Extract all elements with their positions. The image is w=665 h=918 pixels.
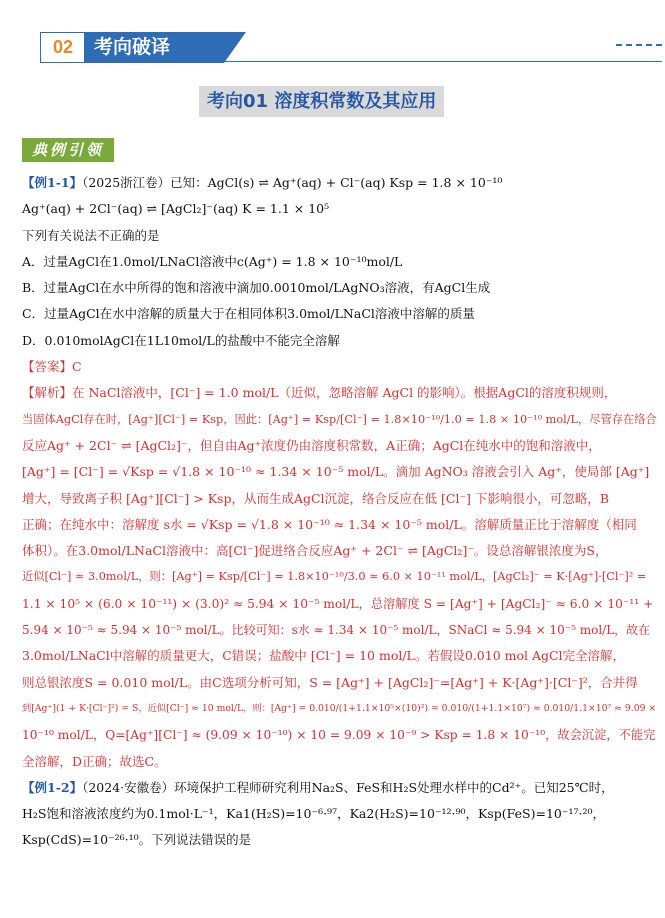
example1-intro	[22, 170, 658, 196]
analysis-line: 1.1 × 10⁵ × (6.0 × 10⁻¹¹) × (3.0)² ≈ 5.94 × 10⁻⁵ mol/L，总溶解度 S = [Ag⁺] + [AgCl₂]⁻ ≈ 6.0 × 10⁻¹¹ +	[22, 596, 654, 611]
analysis-line: 当固体AgCl存在时，[Ag⁺][Cl⁻] = Ksp，因此：[Ag⁺] = Ksp/[Cl⁻] = 1.8×10⁻¹⁰/1.0 = 1.8 × 10⁻¹⁰ mol/L，尽管存在络合	[22, 412, 657, 426]
section-title: 考向01 溶度积常数及其应用	[199, 86, 444, 117]
example2-line2: H₂S饱和溶液浓度约为0.1mol·L⁻¹，Ka1(H₂S)=10⁻⁶·⁹⁷，Ka2(H₂S)=10⁻¹²·⁹⁰，Ksp(FeS)=10⁻¹⁷·²⁰，	[22, 806, 605, 822]
analysis-line: 反应Ag⁺ + 2Cl⁻ ⇌ [AgCl₂]⁻，但自由Ag⁺浓度仍由溶度积常数，A正确；AgCl在纯水中的饱和溶液中，	[22, 437, 601, 453]
example1-question: 下列有关说法不正确的是	[22, 227, 160, 243]
option-d: D．0.010molAgCl在1L10mol/L的盐酸中不能完全溶解	[22, 332, 340, 348]
analysis-line: 近似[Cl⁻] ≈ 3.0mol/L，则：[Ag⁺] = Ksp/[Cl⁻] = 1.8×10⁻¹⁰/3.0 ≈ 6.0 × 10⁻¹¹ mol/L，[AgCl₂]⁻ = K·[Ag⁺]·[Cl⁻]² =	[22, 570, 647, 584]
example2-line1: （2024·安徽卷）环境保护工程师研究利用Na₂S、FeS和H₂S处理水样中的Cd²⁺。已知25℃时，	[82, 779, 614, 795]
example1-eq2: Ag⁺(aq) + 2Cl⁻(aq) ⇌ [AgCl₂]⁻(aq) K = 1.1 × 10⁵	[22, 201, 330, 217]
option-b: B．过量AgCl在水中所得的饱和溶液中滴加0.0010mol/LAgNO₃溶液，有AgCl生成	[22, 280, 491, 296]
document-body	[22, 170, 658, 854]
analysis-line: 【解析】在 NaCl溶液中，[Cl⁻] = 1.0 mol/L（近似，忽略溶解 AgCl 的影响）。根据AgCl的溶度积规则，	[22, 385, 617, 401]
header-title: 考向破译	[84, 32, 224, 63]
answer-value: C	[72, 359, 82, 375]
analysis-line: 5.94 × 10⁻⁵ ≈ 5.94 × 10⁻⁵ mol/L。比较可知：s水 ≈ 1.34 × 10⁻⁵ mol/L，SNaCl ≈ 5.94 × 10⁻⁵ mol/L，故在	[22, 623, 651, 638]
analysis-line: [Ag⁺] = [Cl⁻] = √Ksp = √1.8 × 10⁻¹⁰ ≈ 1.34 × 10⁻⁵ mol/L。滴加 AgNO₃ 溶液会引入 Ag⁺，使局部 [Ag⁺]	[22, 464, 650, 480]
answer-line	[22, 354, 658, 380]
option-a: A．过量AgCl在1.0mol/LNaCl溶液中c(Ag⁺) = 1.8 × 10⁻¹⁰mol/L	[22, 253, 403, 269]
example-badge: 典例引领	[22, 138, 114, 162]
header-number: 02	[40, 32, 86, 63]
analysis-line: 3.0mol/LNaCl中溶解的质量更大，C错误；盐酸中 [Cl⁻] = 10 mol/L。若假设0.010 mol AgCl完全溶解，	[22, 648, 626, 664]
analysis-line: 到[Ag⁺](1 + K·[Cl⁻]²) = S，近似[Cl⁻] ≈ 10 mol/L，则：[Ag⁺] = 0.010/(1+1.1×10⁵×(10)²) = 0.010/(1+1.1×10⁷) ≈ 0.010/1.1×10⁷ ≈ 9.09 ×	[22, 702, 657, 714]
example2-intro	[22, 775, 658, 801]
example1-given: （2025浙江卷）已知：AgCl(s) ⇌ Ag⁺(aq) + Cl⁻(aq) Ksp = 1.8 × 10⁻¹⁰	[82, 175, 503, 190]
analysis-line: 则总银浓度S = 0.010 mol/L。由C选项分析可知，S = [Ag⁺] + [AgCl₂]⁻=[Ag⁺] + K·[Ag⁺]·[Cl⁻]²，合并得	[22, 674, 638, 690]
section-header	[40, 30, 662, 64]
example2-label: 【例1-2】	[22, 779, 83, 795]
analysis-line: 10⁻¹⁰ mol/L，Q=[Ag⁺][Cl⁻] ≈ (9.09 × 10⁻¹⁰) × 10 = 9.09 × 10⁻⁹ > Ksp = 1.8 × 10⁻¹⁰，故会沉淀，不能完	[22, 728, 656, 743]
analysis-line: 体积）。在3.0mol/LNaCl溶液中：高[Cl⁻]促进络合反应Ag⁺ + 2Cl⁻ ⇌ [AgCl₂]⁻。设总溶解银浓度为S，	[22, 543, 608, 559]
answer-label: 【答案】	[22, 359, 73, 375]
example2-line3: Ksp(CdS)=10⁻²⁶·¹⁰。下列说法错误的是	[22, 832, 252, 848]
analysis-line: 正确；在纯水中：溶解度 s水 = √Ksp = √1.8 × 10⁻¹⁰ ≈ 1.34 × 10⁻⁵ mol/L。溶解质量正比于溶解度（相同	[22, 516, 637, 532]
option-c: C．过量AgCl在水中溶解的质量大于在相同体积3.0mol/LNaCl溶液中溶解的质量	[22, 306, 475, 322]
analysis-line: 增大，导致离子积 [Ag⁺][Cl⁻] > Ksp，从而生成AgCl沉淀，络合反应在低 [Cl⁻] 下影响很小，可忽略，B	[22, 490, 610, 506]
header-end-ornament	[616, 44, 662, 58]
example1-label: 【例1-1】	[22, 175, 83, 190]
analysis-line: 全溶解，D正确；故选C。	[22, 753, 167, 769]
header-tail-shape	[224, 32, 246, 63]
